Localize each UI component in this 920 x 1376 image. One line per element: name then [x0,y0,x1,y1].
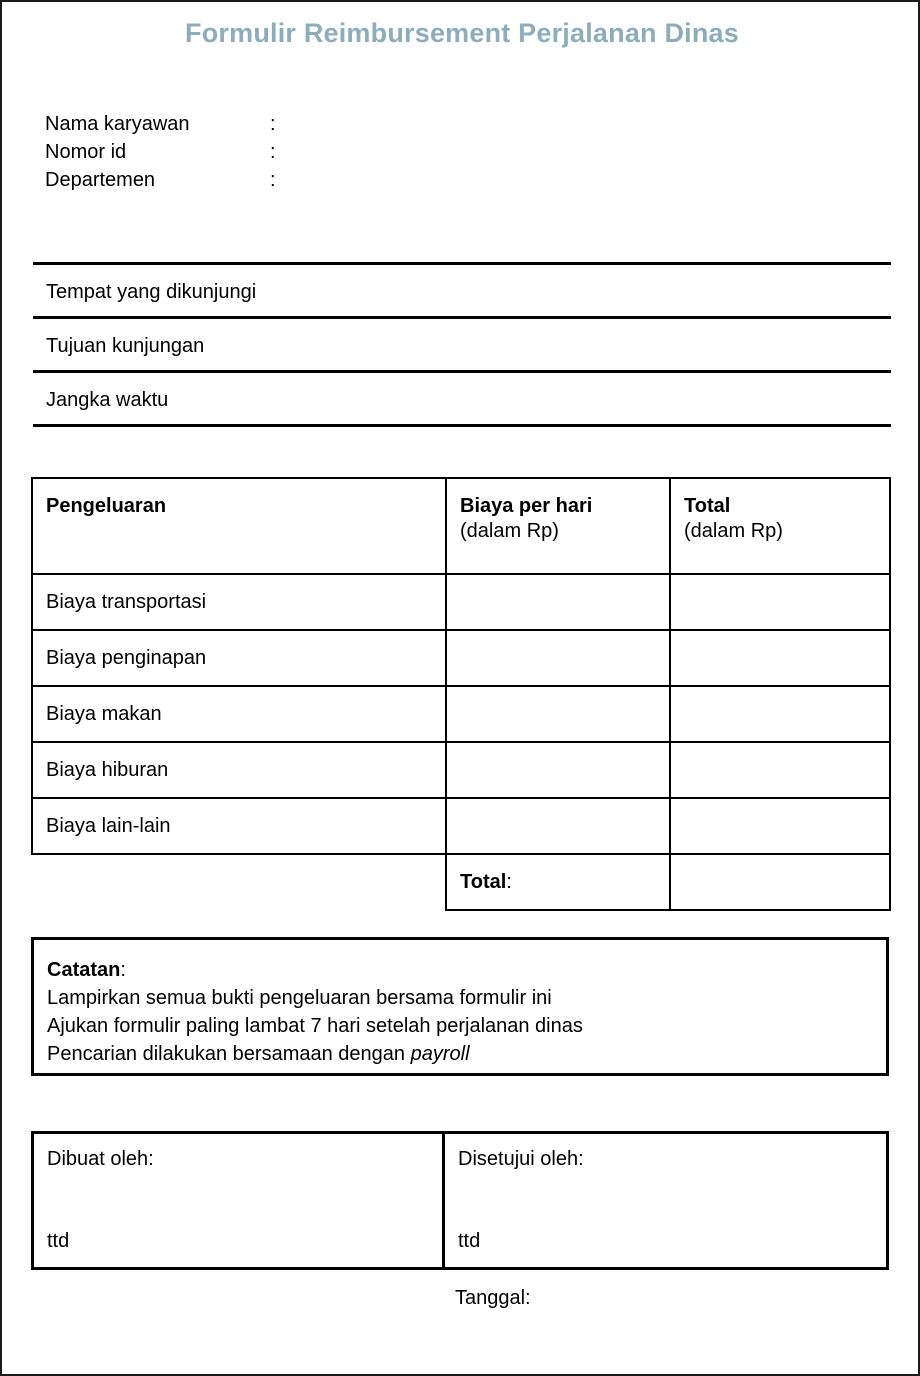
signature-prepared-by-label: Dibuat oleh: [47,1148,154,1170]
expense-header-total [670,478,890,574]
notes-box [31,937,889,1076]
expense-total-hiburan[interactable] [670,742,890,798]
table-row [32,574,890,630]
notes-line-3 [47,1040,886,1068]
employee-department-colon: : [270,169,276,191]
table-row [32,686,890,742]
table-row [32,742,890,798]
expense-perday-lain-lain[interactable] [446,798,670,854]
employee-info-block [45,110,290,194]
expense-header-total-unit: (dalam Rp) [684,520,783,542]
expense-grand-total-label-colon: : [506,870,512,893]
signature-date-label: Tanggal: [455,1287,531,1309]
employee-id-colon: : [270,141,276,163]
visit-place-row[interactable]: Tempat yang dikunjungi [33,265,891,319]
expense-table-header-row [32,478,890,574]
expense-perday-hiburan[interactable] [446,742,670,798]
expense-total-makan[interactable] [670,686,890,742]
expense-header-item-label: Pengeluaran [46,495,167,517]
expense-perday-makan[interactable] [446,686,670,742]
signature-approved-by-ttd: ttd [458,1230,481,1252]
table-row [32,798,890,854]
expense-perday-penginapan[interactable] [446,630,670,686]
signature-approved-by-label: Disetujui oleh: [458,1148,584,1170]
expense-header-total-label: Total [684,495,731,517]
notes-heading-text: Catatan [47,959,121,981]
expense-total-penginapan[interactable] [670,630,890,686]
notes-heading [47,956,886,984]
notes-heading-colon: : [120,959,126,981]
expense-item-hiburan: Biaya hiburan [32,742,446,798]
table-row [32,630,890,686]
notes-line-3-italic: payroll [410,1043,470,1065]
notes-line-1: Lampirkan semua bukti pengeluaran bersama formulir ini [47,987,552,1009]
employee-name-label: Nama karyawan [45,113,190,135]
expense-header-item [32,478,446,574]
signature-box [31,1131,889,1270]
visit-info-block [33,262,891,427]
expense-grand-total-spacer [32,854,446,910]
expense-item-transportasi: Biaya transportasi [32,574,446,630]
expense-header-per-day-unit: (dalam Rp) [460,520,559,542]
expense-perday-transportasi[interactable] [446,574,670,630]
signature-prepared-by-ttd: ttd [47,1230,70,1252]
employee-info-row-id [45,138,290,166]
expense-item-lain-lain: Biaya lain-lain [32,798,446,854]
expense-item-penginapan: Biaya penginapan [32,630,446,686]
employee-info-row-name [45,110,290,138]
expense-header-per-day-label: Biaya per hari [460,495,593,517]
expense-grand-total-label [446,854,670,910]
notes-line-2: Ajukan formulir paling lambat 7 hari setelah perjalanan dinas [47,1015,583,1037]
employee-info-row-department [45,166,290,194]
expense-grand-total-label-text: Total [460,870,507,893]
visit-duration-row[interactable]: Jangka waktu [33,373,891,427]
expense-grand-total-row [32,854,890,910]
signature-prepared-by-cell[interactable] [34,1134,445,1267]
visit-purpose-row[interactable]: Tujuan kunjungan [33,319,891,373]
signature-approved-by-cell[interactable] [445,1134,886,1267]
notes-line-3-prefix: Pencarian dilakukan bersamaan dengan [47,1043,411,1065]
employee-name-colon: : [270,113,276,135]
employee-department-label: Departemen [45,169,156,191]
expense-grand-total-value[interactable] [670,854,890,910]
expense-total-transportasi[interactable] [670,574,890,630]
employee-id-label: Nomor id [45,141,127,163]
expense-item-makan: Biaya makan [32,686,446,742]
expense-table [31,477,891,911]
expense-total-lain-lain[interactable] [670,798,890,854]
expense-header-per-day [446,478,670,574]
page-title: Formulir Reimbursement Perjalanan Dinas [185,18,739,48]
